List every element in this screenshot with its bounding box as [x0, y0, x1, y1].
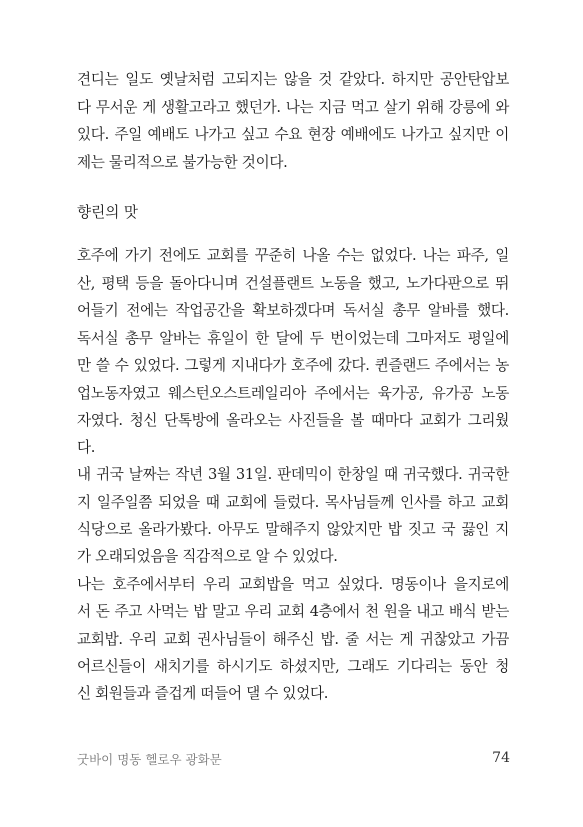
body-text-line: 업노동자였고 웨스턴오스트레일리아 주에서는 육가공, 유가공 노동: [77, 385, 509, 402]
body-text-line: 만 쓸 수 있었다. 그렇게 지내다가 호주에 갔다. 퀸즐랜드 주에서는 농: [77, 357, 509, 374]
body-text-line: 어들기 전에는 작업공간을 확보하겠다며 독서실 총무 알바를 했다.: [77, 302, 509, 319]
body-text-line: 어르신들이 새치기를 하시기도 하셨지만, 그래도 기다리는 동안 청: [77, 658, 509, 675]
body-text-line: 서 돈 주고 사먹는 밥 말고 우리 교회 4층에서 천 원을 내고 배식 받는: [77, 603, 509, 620]
body-text-line: 식당으로 올라가봤다. 아무도 말해주지 않았지만 밥 짓고 국 끓인 지: [77, 521, 509, 538]
body-text-line: 내 귀국 날짜는 작년 3월 31일. 판데믹이 한창일 때 귀국했다. 귀국한: [77, 466, 509, 483]
section-heading: 향린의 맛: [77, 204, 139, 221]
body-text-line: 다 무서운 게 생활고라고 했던가. 나는 지금 먹고 살기 위해 강릉에 와: [77, 99, 509, 116]
body-text-line: 산, 평택 등을 돌아다니며 건설플랜트 노동을 했고, 노가다판으로 뛰: [77, 275, 509, 292]
body-text-line: 독서실 총무 알바는 휴일이 한 달에 두 번이었는데 그마저도 평일에: [77, 330, 509, 347]
body-text-line: 가 오래되었음을 직감적으로 알 수 있었다.: [77, 548, 338, 565]
body-text-line: 제는 물리적으로 불가능한 것이다.: [77, 154, 288, 171]
body-text-line: 지 일주일쯤 되었을 때 교회에 들렀다. 목사님들께 인사를 하고 교회: [77, 494, 509, 511]
body-text-line: 있다. 주일 예배도 나가고 싶고 수요 현장 예배에도 나가고 싶지만 이: [77, 126, 509, 143]
page-number: 74: [492, 750, 510, 766]
body-text-line: 호주에 가기 전에도 교회를 꾸준히 나올 수는 없었다. 나는 파주, 일: [77, 247, 509, 264]
body-text-line: 견디는 일도 옛날처럼 고되지는 않을 것 같았다. 하지만 공안탄압보: [77, 71, 509, 88]
body-text-line: 자였다. 청신 단톡방에 올라오는 사진들을 볼 때마다 교회가 그리웠: [77, 412, 509, 429]
body-text-line: 다.: [77, 439, 96, 456]
body-text-line: 나는 호주에서부터 우리 교회밥을 먹고 싶었다. 명동이나 을지로에: [77, 576, 509, 593]
body-text-line: 교회밥. 우리 교회 권사님들이 해주신 밥. 줄 서는 게 귀찮았고 가끔: [77, 631, 509, 648]
footer-book-title: 굿바이 명동 헬로우 광화문: [77, 752, 222, 767]
body-text-line: 신 회원들과 즐겁게 떠들어 댈 수 있었다.: [77, 685, 329, 702]
